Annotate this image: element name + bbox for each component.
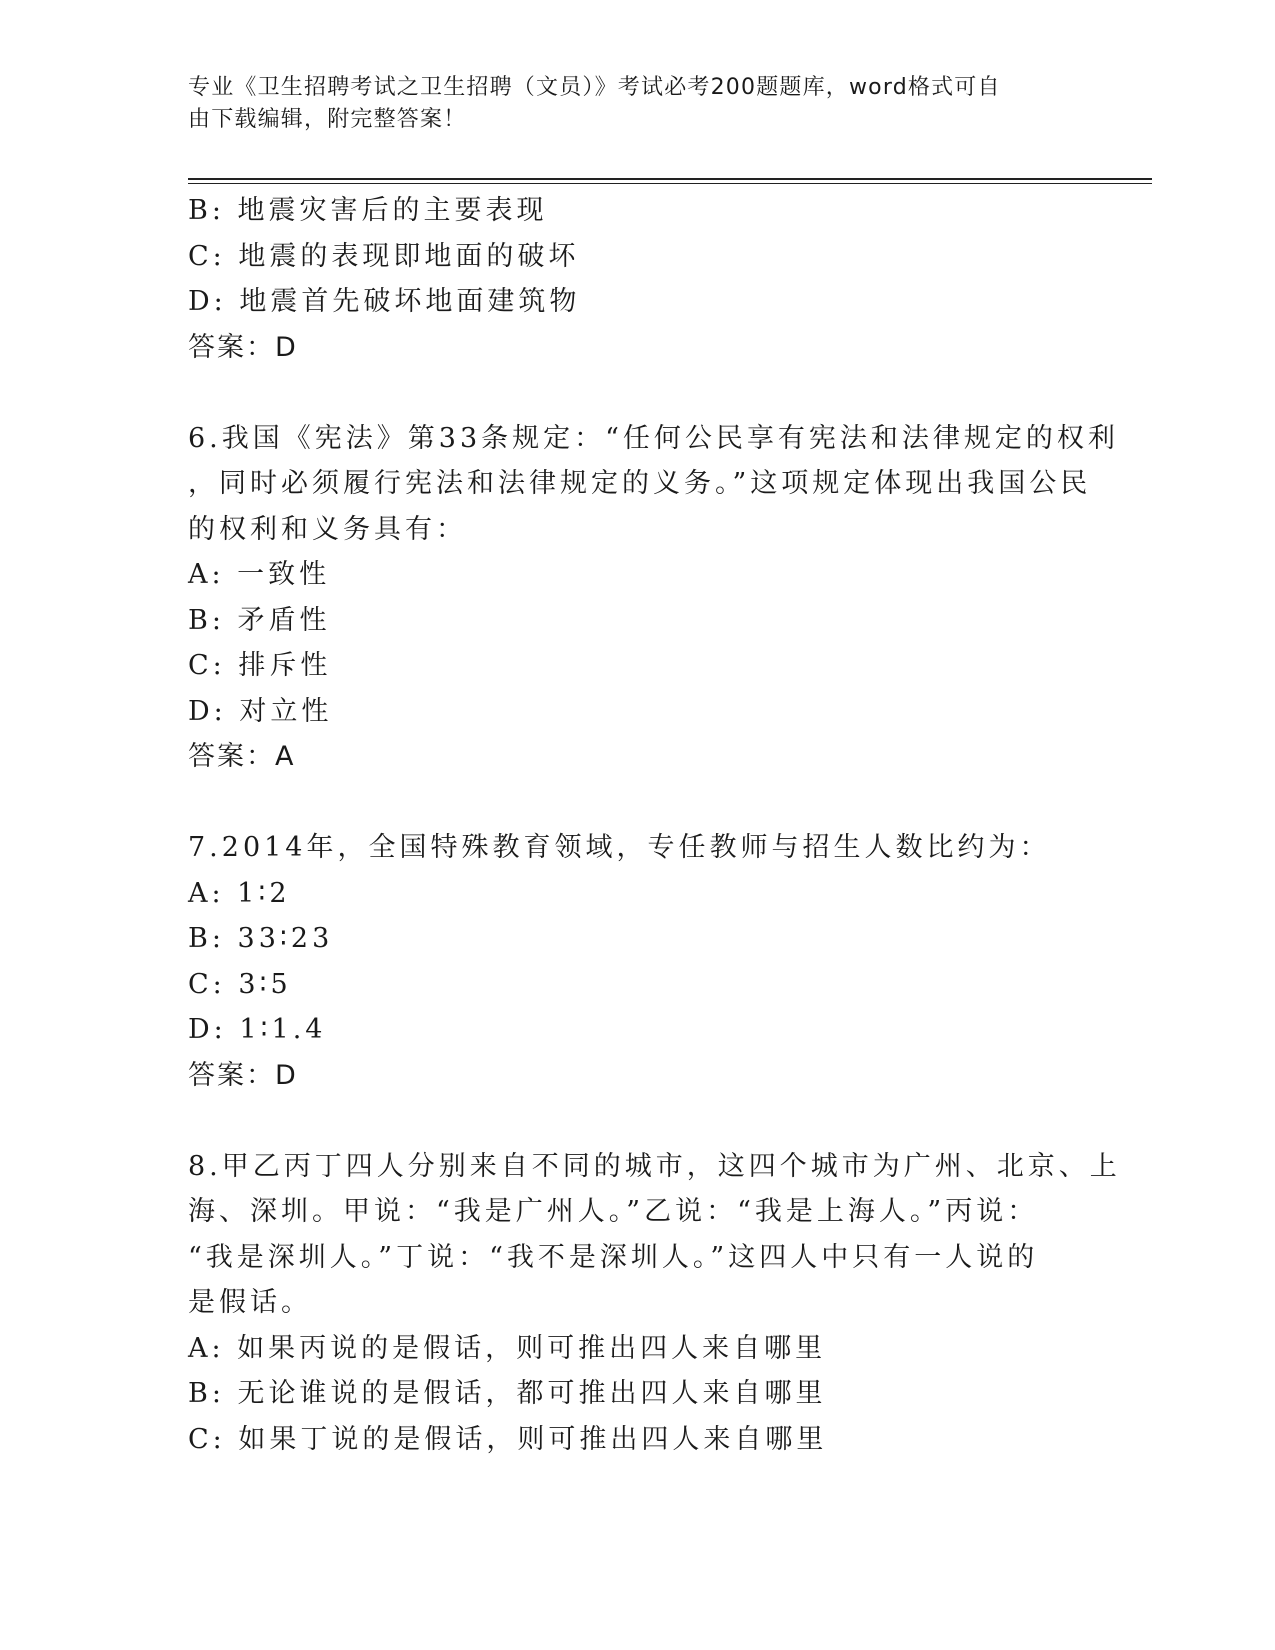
option-a: A: 一致性: [188, 559, 331, 590]
question-8: [188, 1144, 1121, 1463]
question-stem-line: 的权利和义务具有：: [188, 513, 467, 545]
question-5-continuation: [188, 188, 1088, 370]
question-stem-line: 6.我国《宪法》第33条规定：“任何公民享有宪法和法律规定的权利: [188, 422, 1119, 454]
option-c: C: 如果丁说的是假话，则可推出四人来自哪里: [188, 1423, 828, 1455]
document-header: [188, 72, 1068, 136]
option-b: B: 无论谁说的是假话，都可推出四人来自哪里: [188, 1378, 827, 1409]
option-c: C: 地震的表现即地面的破坏: [188, 240, 580, 272]
option-b: B: 33∶23: [188, 923, 334, 954]
option-d: D: 1∶1.4: [188, 1014, 327, 1045]
option-b: B: 矛盾性: [188, 604, 331, 636]
header-line-2: 由下载编辑，附完整答案！: [188, 107, 467, 132]
answer-label: 答案：D: [188, 331, 298, 363]
option-d: D: 对立性: [188, 695, 333, 727]
question-content: [188, 188, 1121, 1462]
option-b: B: 地震灾害后的主要表现: [188, 195, 548, 226]
answer-label: 答案：D: [188, 1059, 298, 1091]
question-stem-line: 8.甲乙丙丁四人分别来自不同的城市，这四个城市为广州、北京、上: [188, 1150, 1121, 1182]
answer-label: 答案：A: [188, 741, 296, 772]
question-7: [188, 825, 1088, 1098]
header-divider-thick: [188, 178, 1152, 180]
option-a: A: 1∶2: [188, 877, 291, 909]
option-c: C: 3∶5: [188, 968, 292, 1000]
question-stem-line: 7.2014年，全国特殊教育领域，专任教师与招生人数比约为：: [188, 832, 1051, 863]
header-divider-thin: [188, 183, 1152, 184]
option-a: A: 如果丙说的是假话，则可推出四人来自哪里: [188, 1332, 827, 1364]
question-stem-line: “我是深圳人。”丁说：“我不是深圳人。”这四人中只有一人说的: [188, 1241, 1039, 1273]
header-line-1: 专业《卫生招聘考试之卫生招聘（文员）》考试必考200题题库，word格式可自: [188, 75, 1001, 100]
option-d: D: 地震首先破坏地面建筑物: [188, 286, 581, 317]
option-c: C: 排斥性: [188, 650, 332, 681]
question-stem-line: 是假话。: [188, 1287, 312, 1318]
question-stem-line: 海、深圳。甲说：“我是广州人。”乙说：“我是上海人。”丙说：: [188, 1196, 1039, 1227]
question-6: [188, 416, 1119, 780]
question-stem-line: ，同时必须履行宪法和法律规定的义务。”这项规定体现出我国公民: [188, 468, 1092, 499]
